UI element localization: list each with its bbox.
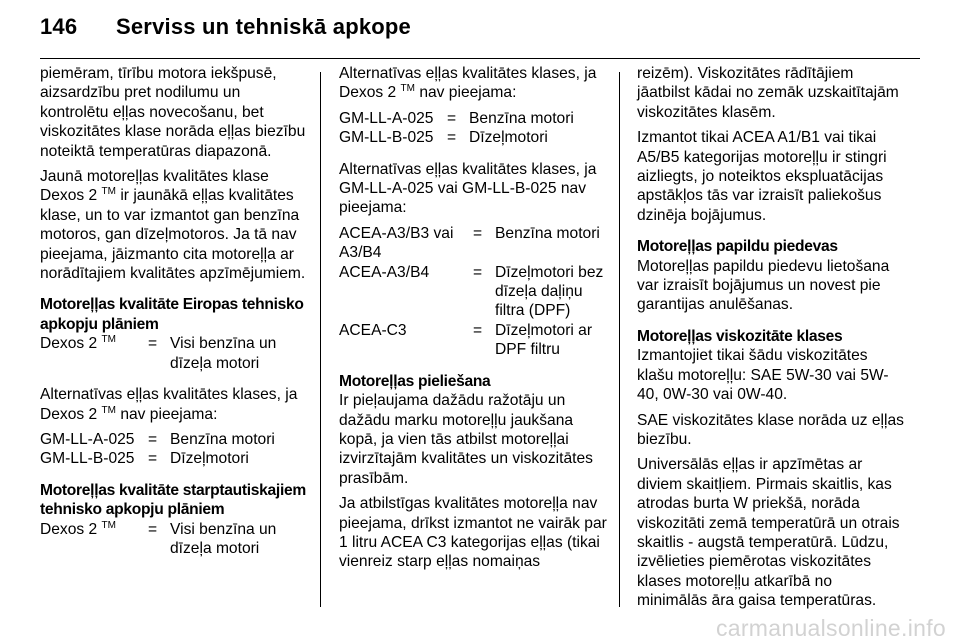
watermark: carmanualsonline.info bbox=[715, 615, 946, 641]
paragraph: Motoreļļas papildu piedevu lietošana var izraisīt bojājumus un novest pie garantijas anulēšanas. bbox=[637, 257, 890, 314]
table-row: Dexos 2 ™ = Visi benzīna un dīzeļa motori bbox=[40, 334, 277, 372]
spec-table bbox=[339, 109, 574, 148]
table-row: GM-LL-A-025 = Benzīna motori bbox=[40, 430, 275, 448]
table-row: GM-LL-B-025 = Dīzeļmotori bbox=[40, 450, 249, 468]
paragraph: Ja atbilstīgas kvalitātes motoreļļa nav pieejama, drīkst izmantot ne vairāk par 1 litru ACEA C3 kategorijas eļļas (tikai vienreiz starp eļļas nomaiņas bbox=[339, 495, 607, 571]
table-row: ACEA-A3/B3 vai A3/B4 = Benzīna motori bbox=[339, 224, 600, 262]
table-row: ACEA-A3/B4 = Dīzeļmotori bez dīzeļa daļiņu filtra (DPF) bbox=[339, 263, 604, 320]
page-title: Serviss un tehniskā apkope bbox=[116, 14, 411, 39]
column-1 bbox=[40, 64, 308, 570]
column-3 bbox=[637, 64, 905, 617]
header-rule bbox=[40, 58, 920, 59]
column-2 bbox=[339, 64, 607, 578]
spec-table bbox=[40, 520, 308, 559]
paragraph: Jaunā motoreļļas kvalitātes klase Dexos 2 ™ ir jaunākā eļļas kvalitātes klase, un to var izmantot gan benzīna motoros, gan dīzeļmotoros. Ja tā nav pieejama, jāizmanto cita motoreļļa ar norādītajiem kvalitātes apzīmējumiem. bbox=[40, 168, 306, 283]
section-heading: Motoreļļas pieliešana bbox=[339, 372, 491, 390]
section-heading: Motoreļļas papildu piedevas bbox=[637, 238, 838, 256]
paragraph: Alternatīvas eļļas kvalitātes klases, ja Dexos 2 ™ nav pieejama: bbox=[40, 386, 298, 423]
paragraph: Izmantot tikai ACEA A1/B1 vai tikai A5/B5 kategorijas motoreļļu ir stingri aizliegts, jo noteiktos ekspluatācijas apstākļos tās var izraisīt paliekošus dzinēja bojājumus. bbox=[637, 129, 887, 224]
paragraph: Alternatīvas eļļas kvalitātes klases, ja GM-LL-A-025 vai GM-LL-B-025 nav pieejama: bbox=[339, 160, 597, 217]
section-heading: Motoreļļas kvalitāte starptautiskajiem tehnisko apkopju plāniem bbox=[40, 481, 306, 519]
paragraph: Universālās eļļas ir apzīmētas ar diviem skaitļiem. Pirmais skaitlis, kas atrodas burta W priekšā, norāda viskozitāti zemā temperatūrā un otrais skaitlis - augstā temperatūrā. Lūdzu, izvēlieties piemērotas viskozitātes klases motoreļļu atkarībā no minimālās āra gaisa temperatūras. bbox=[637, 456, 900, 610]
column-divider-1 bbox=[320, 72, 321, 607]
spec-table bbox=[40, 334, 308, 373]
spec-table bbox=[339, 224, 605, 360]
paragraph: Izmantojiet tikai šādu viskozitātes klašu motoreļļu: SAE 5W-30 vai 5W-40, 0W-30 vai 0W-40. bbox=[637, 347, 889, 404]
paragraph: Alternatīvas eļļas kvalitātes klases, ja Dexos 2 ™ nav pieejama: bbox=[339, 65, 597, 102]
section-heading: Motoreļļas viskozitāte klases bbox=[637, 327, 843, 345]
table-row: GM-LL-B-025 = Dīzeļmotori bbox=[339, 129, 548, 147]
table-row: ACEA-C3 = Dīzeļmotori ar DPF filtru bbox=[339, 321, 593, 359]
paragraph: Ir pieļaujama dažādu ražotāju un dažādu marku motoreļļu jaukšana kopā, ja vien tās atbilst motoreļļai izvirzītajām kvalitātes un viskozitātes prasībām. bbox=[339, 392, 593, 487]
paragraph: piemēram, tīrību motora iekšpusē, aizsardzību pret nodilumu un kontrolētu eļļas novecošanu, bet viskozitātes klase norāda eļļas biezību noteiktā temperatūras diapazonā. bbox=[40, 65, 306, 160]
paragraph: reizēm). Viskozitātes rādītājiem jāatbilst kādai no zemāk uzskaitītajām viskozitātes klasēm. bbox=[637, 65, 899, 121]
page-number: 146 bbox=[40, 14, 78, 39]
column-divider-2 bbox=[619, 72, 620, 607]
page-header bbox=[40, 14, 411, 40]
table-row: Dexos 2 ™ = Visi benzīna un dīzeļa motori bbox=[40, 519, 277, 557]
paragraph: SAE viskozitātes klase norāda uz eļļas biezību. bbox=[637, 411, 904, 448]
section-heading: Motoreļļas kvalitāte Eiropas tehnisko apkopju plāniem bbox=[40, 296, 304, 333]
table-row: GM-LL-A-025 = Benzīna motori bbox=[339, 109, 574, 127]
spec-table bbox=[40, 430, 275, 469]
